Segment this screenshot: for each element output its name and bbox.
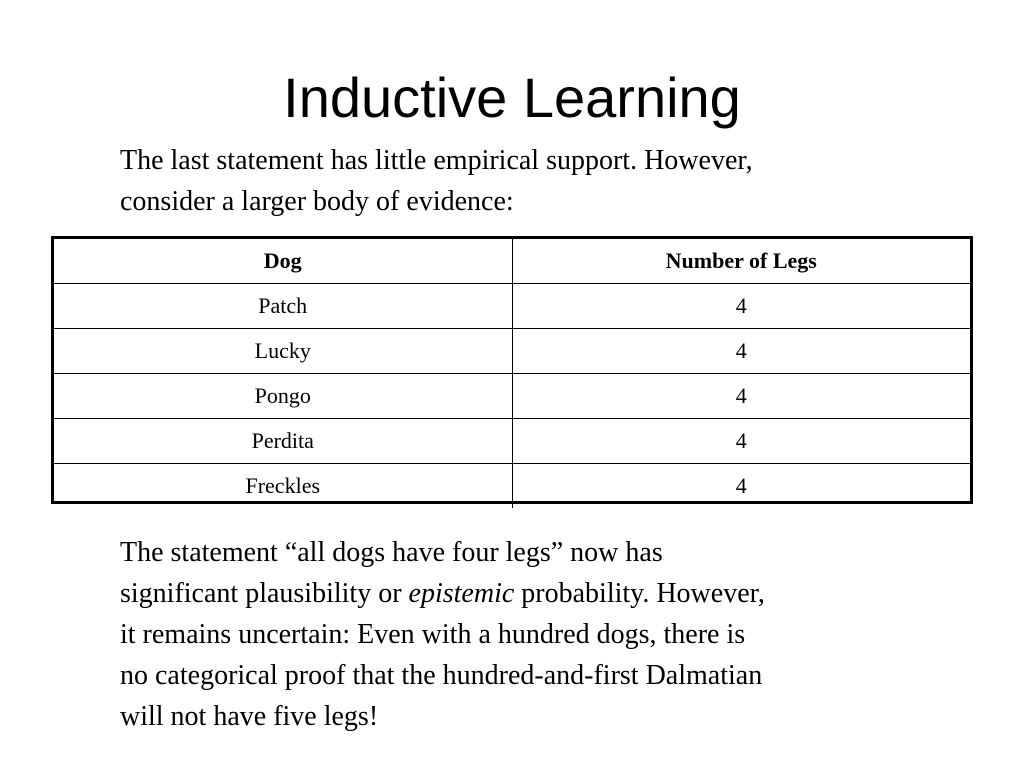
conclusion-text: significant plausibility or [120,578,409,609]
table-row [54,464,970,509]
intro-paragraph [120,140,920,222]
conclusion-line [120,573,940,614]
conclusion-text: probability. However, [514,578,765,609]
epistemic-emphasis: epistemic [408,578,515,609]
dog-legs-table [54,239,970,508]
legs-count-cell: 4 [512,419,970,464]
conclusion-line: will not have five legs! [120,701,379,732]
table-row [54,374,970,419]
conclusion-line: no categorical proof that the hundred-and-first Dalmatian [120,660,763,691]
intro-line: consider a larger body of evidence: [120,186,514,217]
conclusion-paragraph [120,532,940,737]
legs-count-cell: 4 [512,284,970,329]
conclusion-line: it remains uncertain: Even with a hundred dogs, there is [120,619,746,650]
dog-name-cell: Perdita [54,419,512,464]
column-header-dog: Dog [54,239,512,284]
table-row [54,284,970,329]
legs-count-cell: 4 [512,374,970,419]
table-row [54,329,970,374]
table-header-row [54,239,970,284]
dog-name-cell: Patch [54,284,512,329]
table-row [54,419,970,464]
dog-name-cell: Freckles [54,464,512,509]
legs-count-cell: 4 [512,329,970,374]
dog-legs-table-frame [51,236,973,504]
legs-count-cell: 4 [512,464,970,509]
dog-name-cell: Pongo [54,374,512,419]
intro-line: The last statement has little empirical support. However, [120,145,753,176]
dog-name-cell: Lucky [54,329,512,374]
slide-title: Inductive Learning [283,66,741,129]
column-header-number-of-legs: Number of Legs [512,239,970,284]
conclusion-line: The statement “all dogs have four legs” now has [120,537,663,568]
